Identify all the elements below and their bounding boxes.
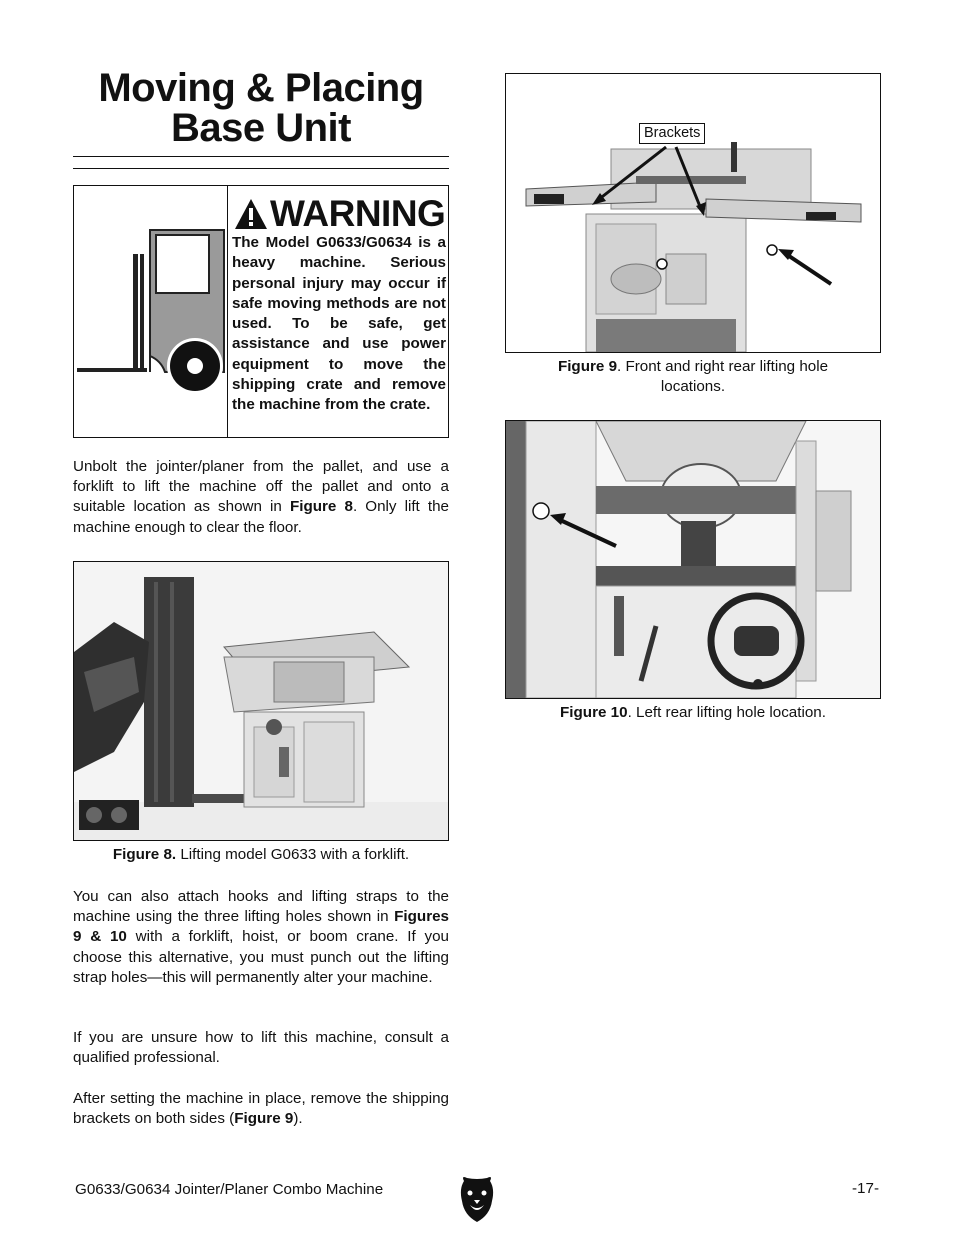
brackets-callout-text: Brackets (644, 125, 701, 141)
figure-9-caption-line-2: locations. (660, 378, 726, 395)
body3-text: If you are unsure how to lift this machine, consult a qualified professional. (73, 1029, 449, 1067)
body2-text-2: with a forklift, hoist, or boom crane. If you choose this alternative, you must punch out the lifting strap holes—this will permanently alter your machine. (73, 928, 449, 986)
title-line-1: Moving & Placing (98, 66, 424, 110)
intro-paragraph (73, 457, 449, 538)
figure-9-caption-line-1: . Front and right rear lifting hole (617, 358, 829, 375)
figure-8-ref: Figure 8 (289, 498, 353, 516)
page-title (73, 68, 449, 148)
figure-10-image (505, 420, 881, 699)
remove-brackets-paragraph (73, 1089, 449, 1129)
figure-9-image (505, 73, 881, 353)
warning-box (73, 185, 449, 438)
warning-divider (227, 186, 228, 437)
warning-heading (234, 194, 446, 234)
figure-10-caption-text: . Left rear lifting hole location. (627, 704, 826, 721)
brackets-callout (639, 123, 705, 144)
figure-8-label: Figure 8. (112, 846, 177, 863)
title-rule-bottom (73, 168, 449, 169)
footer-model-title: G0633/G0634 Jointer/Planer Combo Machine (75, 1181, 384, 1198)
body2-text-1: You can also attach hooks and lifting straps to the machine using the three lifting holes shown in (73, 888, 449, 926)
lifting-straps-paragraph (73, 887, 449, 988)
forklift-icon (74, 186, 227, 437)
intro-text-1: Unbolt the jointer/planer from the pallet, and use a forklift to lift the machine off the pallet and onto a suitable location as shown in (73, 458, 449, 516)
page-number: -17- (852, 1180, 880, 1197)
intro-text-2: . Only lift the machine enough to clear the floor. (73, 498, 449, 536)
figure-10-label: Figure 10 (560, 704, 628, 721)
consult-paragraph (73, 1028, 449, 1068)
figure-9-caption (505, 357, 881, 397)
figures-9-10-ref: Figures 9 & 10 (73, 908, 449, 946)
figure-9-label: Figure 9 (557, 358, 618, 375)
title-rule-top (73, 156, 449, 157)
figure-9-ref: Figure 9 (234, 1110, 294, 1128)
figure-10-caption (505, 703, 881, 723)
warning-heading-text: WARNING (270, 193, 446, 234)
warning-triangle-icon (234, 197, 268, 231)
body4-text-2: ). (293, 1110, 303, 1128)
warning-text: The Model G0633/G0634 is a heavy machine. Serious personal injury may occur if safe moving methods are not used. To be safe, get assistance and use power equipment to move the shipping crate and remove the machine from the crate. (232, 234, 446, 414)
figure-8-image (73, 561, 449, 841)
figure-8-caption (73, 845, 449, 865)
figure-8-caption-text: Lifting model G0633 with a forklift. (176, 846, 410, 863)
grizzly-bear-logo (458, 1175, 496, 1223)
title-line-2: Base Unit (171, 106, 351, 150)
body4-text-1: After setting the machine in place, remove the shipping brackets on both sides ( (73, 1090, 449, 1128)
